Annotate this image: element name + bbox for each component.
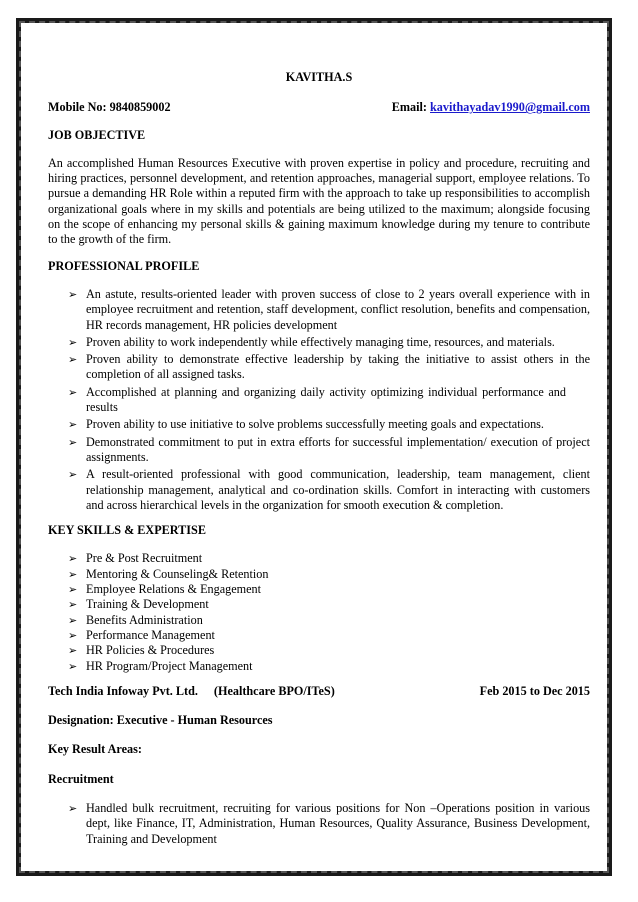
list-item: ➢ Training & Development (68, 597, 209, 612)
resume-document (48, 70, 590, 857)
objective-heading: JOB OBJECTIVE (48, 127, 146, 142)
arrow-bullet-icon: ➢ (68, 468, 78, 482)
company-info (48, 684, 335, 699)
list-item: ➢ A result-oriented professional with good communication, leadership, team management, client relationship management, analytical and co-ordination skills. Comfort in interacting with customers and across hierarchical levels in the organization for smooth execution & completion. (68, 467, 590, 512)
contact-row (48, 100, 590, 115)
skills-heading: KEY SKILLS & EXPERTISE (48, 523, 206, 538)
list-item: ➢ Proven ability to demonstrate effective leadership by taking the initiative to assist others in the completion of all assigned tasks. (68, 352, 590, 382)
profile-list (48, 287, 590, 513)
mobile-number: 9840859002 (109, 100, 171, 115)
job-header (48, 684, 590, 699)
skills-list (48, 551, 590, 673)
arrow-bullet-icon: ➢ (68, 287, 78, 301)
list-item: ➢ Employee Relations & Engagement (68, 582, 261, 597)
arrow-bullet-icon: ➢ (68, 644, 78, 658)
job-period: Feb 2015 to Dec 2015 (479, 683, 590, 698)
designation: Designation: Executive - Human Resources (48, 713, 273, 728)
list-item: ➢ HR Program/Project Management (68, 658, 253, 673)
list-item: ➢ HR Policies & Procedures (68, 643, 215, 658)
kra-heading: Key Result Areas: (48, 742, 142, 757)
email-info (392, 100, 590, 115)
arrow-bullet-icon: ➢ (68, 335, 78, 349)
mobile-label: Mobile No: (48, 100, 107, 115)
arrow-bullet-icon: ➢ (68, 628, 78, 642)
arrow-bullet-icon: ➢ (68, 353, 78, 367)
list-item: ➢ Proven ability to use initiative to solve problems successfully meeting goals and expectations. (68, 417, 544, 432)
arrow-bullet-icon: ➢ (68, 801, 78, 815)
list-item: ➢ Accomplished at planning and organizing daily activity optimizing individual performance and results (68, 384, 566, 415)
list-item: ➢ Performance Management (68, 627, 215, 642)
mobile-info (48, 100, 171, 115)
arrow-bullet-icon: ➢ (68, 613, 78, 627)
profile-heading: PROFESSIONAL PROFILE (48, 258, 200, 273)
list-item: ➢ Benefits Administration (68, 612, 203, 627)
list-item: ➢ Handled bulk recruitment, recruiting for various positions for Non –Operations position in various dept, like Finance, IT, Administration, Human Resources, Quality Assurance, Business Development, Training and Development (68, 800, 590, 846)
arrow-bullet-icon: ➢ (68, 385, 78, 399)
recruitment-heading: Recruitment (48, 771, 114, 786)
list-item: ➢ Pre & Post Recruitment (68, 551, 203, 566)
recruitment-list (48, 801, 590, 847)
candidate-name: KAVITHA.S (285, 70, 353, 84)
company-name: Tech India Infoway Pvt. Ltd. (48, 683, 198, 698)
arrow-bullet-icon: ➢ (68, 567, 78, 581)
list-item: ➢ Mentoring & Counseling& Retention (68, 566, 269, 581)
company-domain: (Healthcare BPO/ITeS) (213, 683, 335, 698)
arrow-bullet-icon: ➢ (68, 659, 78, 673)
arrow-bullet-icon: ➢ (68, 552, 78, 566)
arrow-bullet-icon: ➢ (68, 418, 78, 432)
arrow-bullet-icon: ➢ (68, 598, 78, 612)
objective-text: An accomplished Human Resources Executive with proven expertise in policy and procedure, recruiting and hiring practices, personnel development, and retention approaches, managerial support, employee relations. To pursue a demanding HR Role within a reputed firm with the approach to take up responsibilities to accomplish organizational goals where in my skills and potentials are being utilized to the maximum; alongside focusing on the scope of enhancing my personal skills & gaining maximum knowledge during my tenure to contribute to the growth of the firm. (48, 155, 590, 247)
email-link[interactable]: kavithayadav1990@gmail.com (430, 100, 590, 115)
list-item: ➢ Proven ability to work independently while effectively managing time, resources, and materials. (68, 334, 555, 349)
arrow-bullet-icon: ➢ (68, 583, 78, 597)
email-label: Email: (391, 100, 427, 115)
list-item: ➢ Demonstrated commitment to put in extra efforts for successful implementation/ execution of project assignments. (68, 434, 590, 464)
arrow-bullet-icon: ➢ (68, 435, 78, 449)
list-item: ➢ An astute, results-oriented leader with proven success of close to 2 years overall experience with in employee recruitment and retention, staff development, conflict resolution, benefits and compensation, HR records management, HR policies development (68, 286, 590, 332)
